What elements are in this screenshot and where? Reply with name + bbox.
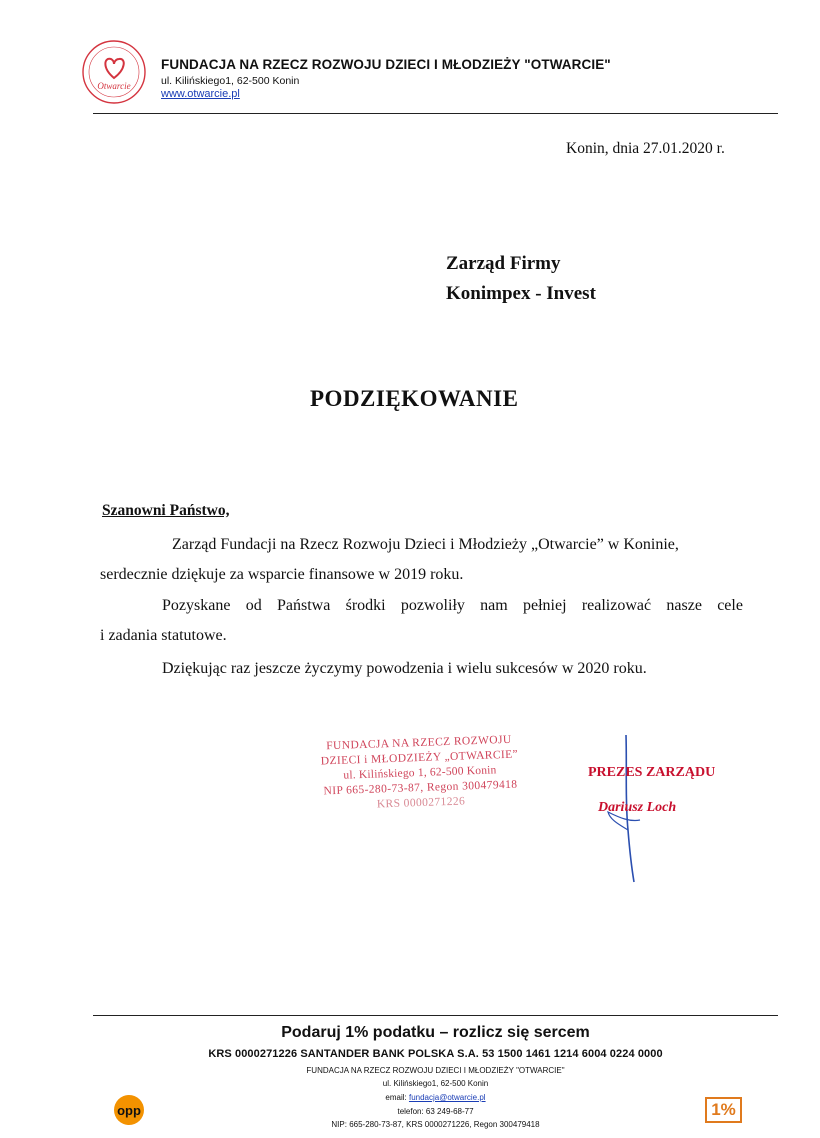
president-title: PREZES ZARZĄDU: [588, 765, 716, 780]
opp-badge-text: opp: [117, 1103, 141, 1118]
paragraph-2-word: środki: [345, 597, 386, 614]
paragraph-3: Dziękując raz jeszcze życzymy powodzenia i wielu sukcesów w 2020 roku.: [162, 660, 647, 677]
paragraph-2-line-1: [162, 597, 743, 615]
header-divider: [93, 113, 778, 114]
footer-email-label: email:: [385, 1093, 409, 1102]
footer-org-name: FUNDACJA NA RZECZ ROZWOJU DZIECI I MŁODZIEŻY "OTWARCIE": [306, 1066, 565, 1075]
stamp-line-5: KRS 0000271226: [376, 795, 466, 811]
stamp-line-3: ul. Kilińskiego 1, 62-500 Konin: [343, 764, 497, 782]
foundation-stamp: [299, 732, 541, 815]
paragraph-1-line-1: Zarząd Fundacji na Rzecz Rozwoju Dzieci i Młodzieży „Otwarcie” w Koninie,: [172, 536, 679, 553]
footer-krs-bank: KRS 0000271226 SANTANDER BANK POLSKA S.A. 53 1500 1461 1214 6004 0224 0000: [208, 1048, 663, 1060]
paragraph-2-word: nasze: [666, 597, 702, 614]
footer-email-link[interactable]: fundacja@otwarcie.pl: [408, 1093, 486, 1102]
footer-divider: [93, 1015, 778, 1016]
paragraph-2-word: Pozyskane: [162, 597, 231, 614]
salutation: Szanowni Państwo,: [102, 502, 230, 519]
paragraph-2-word: Państwa: [277, 597, 331, 614]
footer-nip: NIP: 665-280-73-87, KRS 0000271226, Regon 300479418: [331, 1120, 540, 1129]
stamp-line-1: FUNDACJA NA RZECZ ROZWOJU: [326, 733, 512, 753]
paragraph-2-word: cele: [717, 597, 743, 614]
footer-phone: telefon: 63 249-68-77: [397, 1107, 474, 1116]
one-percent-badge: 1%: [705, 1097, 742, 1123]
foundation-logo: [80, 38, 148, 106]
org-name: FUNDACJA NA RZECZ ROZWOJU DZIECI I MŁODZIEŻY "OTWARCIE": [161, 57, 611, 72]
letter-date: Konin, dnia 27.01.2020 r.: [566, 140, 725, 157]
paragraph-2-word: od: [245, 597, 262, 614]
org-address: ul. Kilińskiego1, 62-500 Konin: [161, 75, 300, 87]
letter-title: PODZIĘKOWANIE: [310, 386, 519, 411]
recipient-line-2: Konimpex - Invest: [446, 283, 596, 304]
org-website-link[interactable]: www.otwarcie.pl: [161, 88, 240, 100]
recipient-line-1: Zarząd Firmy: [446, 253, 561, 274]
stamp-line-2: DZIECI i MŁODZIEŻY „OTWARCIE”: [320, 748, 519, 768]
paragraph-2-word: pełniej: [523, 597, 567, 614]
stamp-line-4: NIP 665-280-73-87, Regon 300479418: [323, 778, 518, 798]
signer-name: Dariusz Loch: [598, 800, 677, 815]
footer-address: ul. Kilińskiego1, 62-500 Konin: [382, 1079, 489, 1088]
footer-slogan: Podaruj 1% podatku – rozlicz się sercem: [281, 1024, 590, 1041]
paragraph-2-line-2: i zadania statutowe.: [100, 627, 227, 644]
paragraph-2-word: pozwoliły: [400, 597, 465, 614]
opp-badge-icon: [113, 1094, 145, 1126]
logo-text: Otwarcie: [97, 81, 131, 91]
paragraph-1-line-2: serdecznie dziękuje za wsparcie finansowe w 2019 roku.: [100, 566, 464, 583]
paragraph-2-word: nam: [480, 597, 508, 614]
footer-email: [93, 1093, 778, 1102]
paragraph-2-word: realizować: [581, 597, 652, 614]
